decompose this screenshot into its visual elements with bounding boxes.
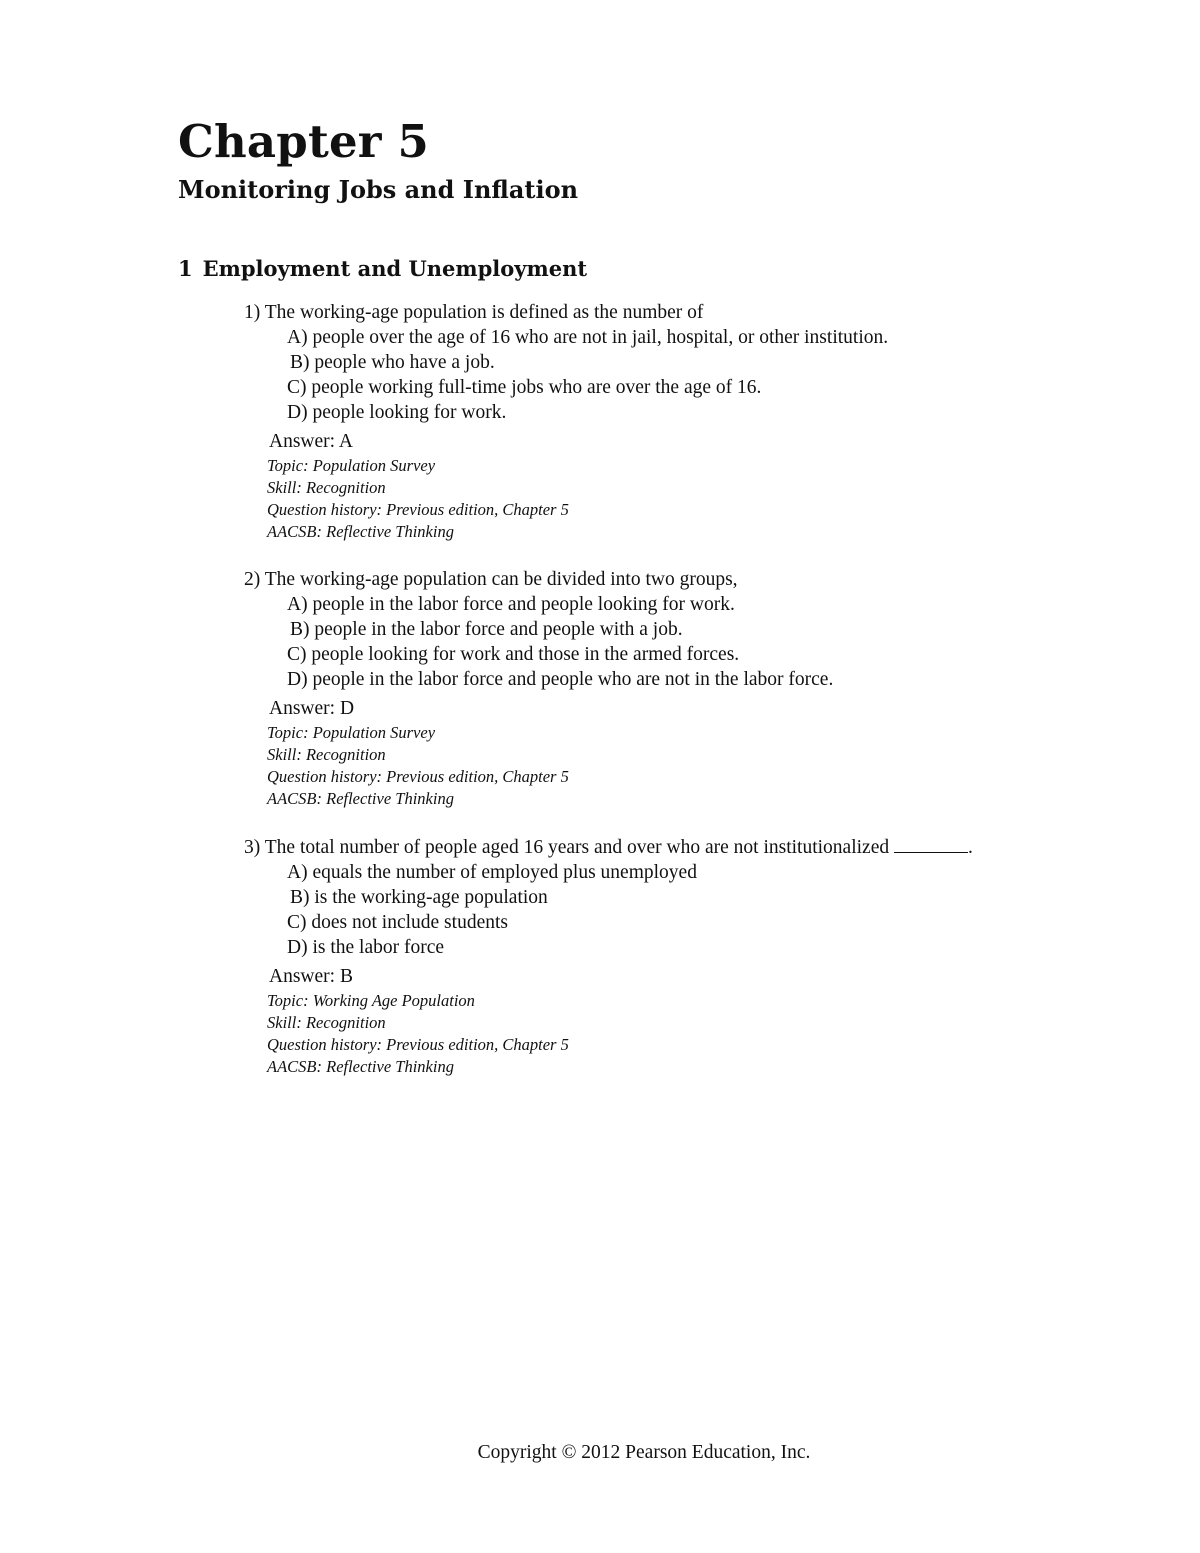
- answer-options: [244, 325, 1124, 425]
- option-d: D) people in the labor force and people who are not in the labor force.: [287, 669, 834, 690]
- option-a: A) people in the labor force and people looking for work.: [287, 594, 735, 615]
- question-2: [244, 567, 1124, 810]
- question-1: [244, 300, 1124, 543]
- question-stem: 2) The working-age population can be divided into two groups,: [244, 569, 738, 590]
- question-stem: 1) The working-age population is defined as the number of: [244, 302, 704, 323]
- answer-line: Answer: B: [269, 966, 353, 987]
- answer-line: Answer: D: [269, 698, 355, 719]
- skill-line: Skill: Recognition: [267, 478, 386, 497]
- section-number: 1: [178, 256, 193, 281]
- option-a: A) equals the number of employed plus unemployed: [287, 862, 697, 883]
- option-b: B) people who have a job.: [290, 352, 495, 373]
- fill-in-blank: [894, 836, 968, 853]
- skill-line: Skill: Recognition: [267, 1013, 386, 1032]
- option-c: C) people looking for work and those in the armed forces.: [287, 644, 740, 665]
- section-title: Employment and Unemployment: [202, 256, 588, 281]
- answer-line: Answer: A: [269, 431, 353, 452]
- option-d: D) people looking for work.: [287, 402, 507, 423]
- aacsb-line: AACSB: Reflective Thinking: [267, 522, 454, 541]
- history-line: Question history: Previous edition, Chapter 5: [267, 767, 569, 786]
- section-heading: [178, 254, 587, 284]
- history-line: Question history: Previous edition, Chapter 5: [267, 1035, 569, 1054]
- chapter-title: Chapter 5: [178, 115, 430, 168]
- chapter-subtitle: Monitoring Jobs and Inflation: [178, 175, 579, 204]
- copyright-footer: Copyright © 2012 Pearson Education, Inc.: [477, 1442, 811, 1463]
- option-a: A) people over the age of 16 who are not in jail, hospital, or other institution.: [287, 327, 889, 348]
- skill-line: Skill: Recognition: [267, 745, 386, 764]
- question-stem-end: .: [967, 837, 973, 858]
- option-b: B) is the working-age population: [290, 887, 548, 908]
- aacsb-line: AACSB: Reflective Thinking: [267, 789, 454, 808]
- question-stem: [244, 835, 1124, 860]
- topic-line: Topic: Population Survey: [267, 456, 436, 475]
- answer-options: [244, 592, 1124, 692]
- history-line: Question history: Previous edition, Chapter 5: [267, 500, 569, 519]
- answer-options: [244, 860, 1124, 960]
- option-c: C) does not include students: [287, 912, 508, 933]
- topic-line: Topic: Population Survey: [267, 723, 436, 742]
- option-c: C) people working full-time jobs who are over the age of 16.: [287, 377, 762, 398]
- question-3: [244, 835, 1124, 1078]
- option-d: D) is the labor force: [287, 937, 445, 958]
- option-b: B) people in the labor force and people with a job.: [290, 619, 683, 640]
- topic-line: Topic: Working Age Population: [267, 991, 475, 1010]
- question-stem-text: 3) The total number of people aged 16 years and over who are not institutionalized: [244, 837, 890, 858]
- aacsb-line: AACSB: Reflective Thinking: [267, 1057, 454, 1076]
